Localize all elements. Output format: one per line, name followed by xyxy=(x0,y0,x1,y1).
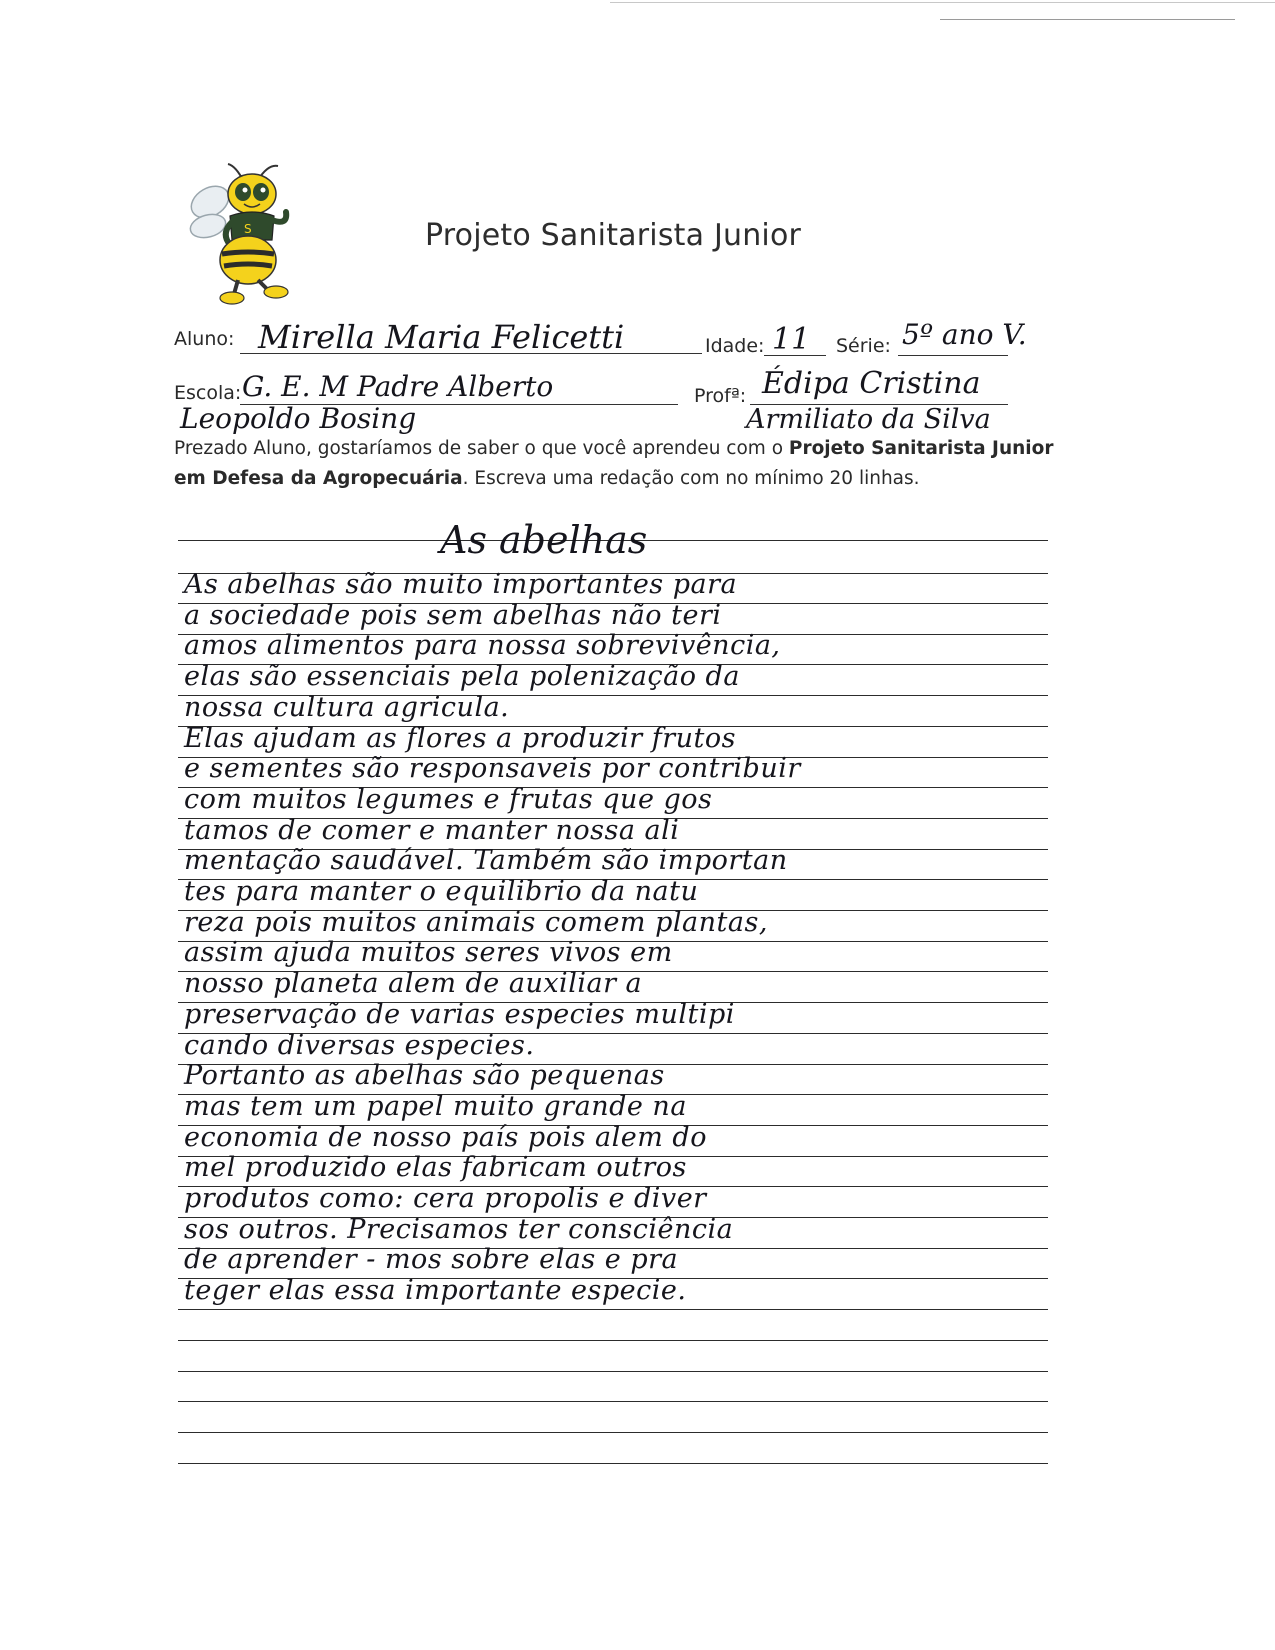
escola-value-continued: Leopoldo Bosing xyxy=(180,402,417,435)
essay-line: elas são essenciais pela polenização da xyxy=(184,661,740,693)
essay-line: mel produzido elas fabricam outros xyxy=(184,1152,687,1184)
essay-title: As abelhas xyxy=(440,518,648,562)
essay-line: economia de nosso país pois alem do xyxy=(184,1121,707,1153)
essay-line: tes para manter o equilibrio da natu xyxy=(184,876,699,907)
essay-line: com muitos legumes e frutas que gos xyxy=(184,783,713,815)
instructions-text: Prezado Aluno, gostaríamos de saber o que você aprendeu com o xyxy=(174,438,789,459)
ruled-line xyxy=(178,1371,1048,1372)
prof-label: Profª: xyxy=(694,385,747,407)
essay-line: mas tem um papel muito grande na xyxy=(184,1090,687,1122)
bee-mascot-icon xyxy=(188,160,308,310)
ruled-line xyxy=(178,1401,1048,1402)
prof-value: Édipa Cristina xyxy=(762,366,981,401)
ruled-line xyxy=(178,1309,1048,1310)
essay-line: nossa cultura agricula. xyxy=(184,691,510,723)
ruled-line xyxy=(178,1340,1048,1341)
scan-edge-line xyxy=(610,2,1275,3)
prof-value-continued: Armiliato da Silva xyxy=(746,404,991,435)
essay-line: cando diversas especies. xyxy=(184,1029,535,1061)
escola-value: G. E. M Padre Alberto xyxy=(242,370,554,403)
essay-line: de aprender - mos sobre elas e pra xyxy=(184,1244,679,1276)
aluno-label: Aluno: xyxy=(174,328,235,350)
ruled-line xyxy=(178,1463,1048,1464)
ruled-line xyxy=(178,1432,1048,1433)
essay-line: e sementes são responsaveis por contribuir xyxy=(184,753,801,785)
essay-line: a sociedade pois sem abelhas não teri xyxy=(184,599,722,631)
idade-value: 11 xyxy=(772,322,811,357)
instructions-project-subtitle: em Defesa da Agropecuária xyxy=(174,468,463,489)
essay-line: mentação saudável. Também são importan xyxy=(184,845,788,877)
aluno-value: Mirella Maria Felicetti xyxy=(258,318,625,356)
page-title: Projeto Sanitarista Junior xyxy=(425,218,802,253)
instructions-project-name: Projeto Sanitarista Junior xyxy=(788,438,1054,459)
scan-edge-line xyxy=(940,19,1235,20)
svg-text:S: S xyxy=(244,222,252,236)
instructions-line-2 xyxy=(174,468,920,489)
serie-line xyxy=(898,355,1008,356)
essay-line: preservação de varias especies multipi xyxy=(184,998,735,1030)
essay-line: nosso planeta alem de auxiliar a xyxy=(184,968,643,1000)
instructions-text-end: . Escreva uma redação com no mínimo 20 linhas. xyxy=(462,468,920,489)
essay-line: produtos como: cera propolis e diver xyxy=(184,1183,707,1214)
essay-line: teger elas essa importante especie. xyxy=(184,1275,687,1307)
essay-line: amos alimentos para nossa sobrevivência, xyxy=(184,630,781,662)
essay-line: sos outros. Precisamos ter consciência xyxy=(184,1213,734,1245)
idade-line xyxy=(764,355,826,356)
essay-line: reza pois muitos animais comem plantas, xyxy=(184,906,768,938)
essay-line: As abelhas são muito importantes para xyxy=(184,569,738,600)
idade-label: Idade: xyxy=(705,335,765,357)
essay-line: tamos de comer e manter nossa ali xyxy=(184,814,680,846)
aluno-line xyxy=(240,353,702,354)
essay-line: assim ajuda muitos seres vivos em xyxy=(184,937,673,969)
instructions-line-1 xyxy=(174,438,1053,459)
essay-line: Portanto as abelhas são pequenas xyxy=(184,1060,665,1092)
escola-label: Escola: xyxy=(174,382,242,404)
essay-line: Elas ajudam as flores a produzir frutos xyxy=(184,722,736,754)
serie-label: Série: xyxy=(836,335,891,357)
serie-value: 5º ano V. xyxy=(902,318,1027,351)
